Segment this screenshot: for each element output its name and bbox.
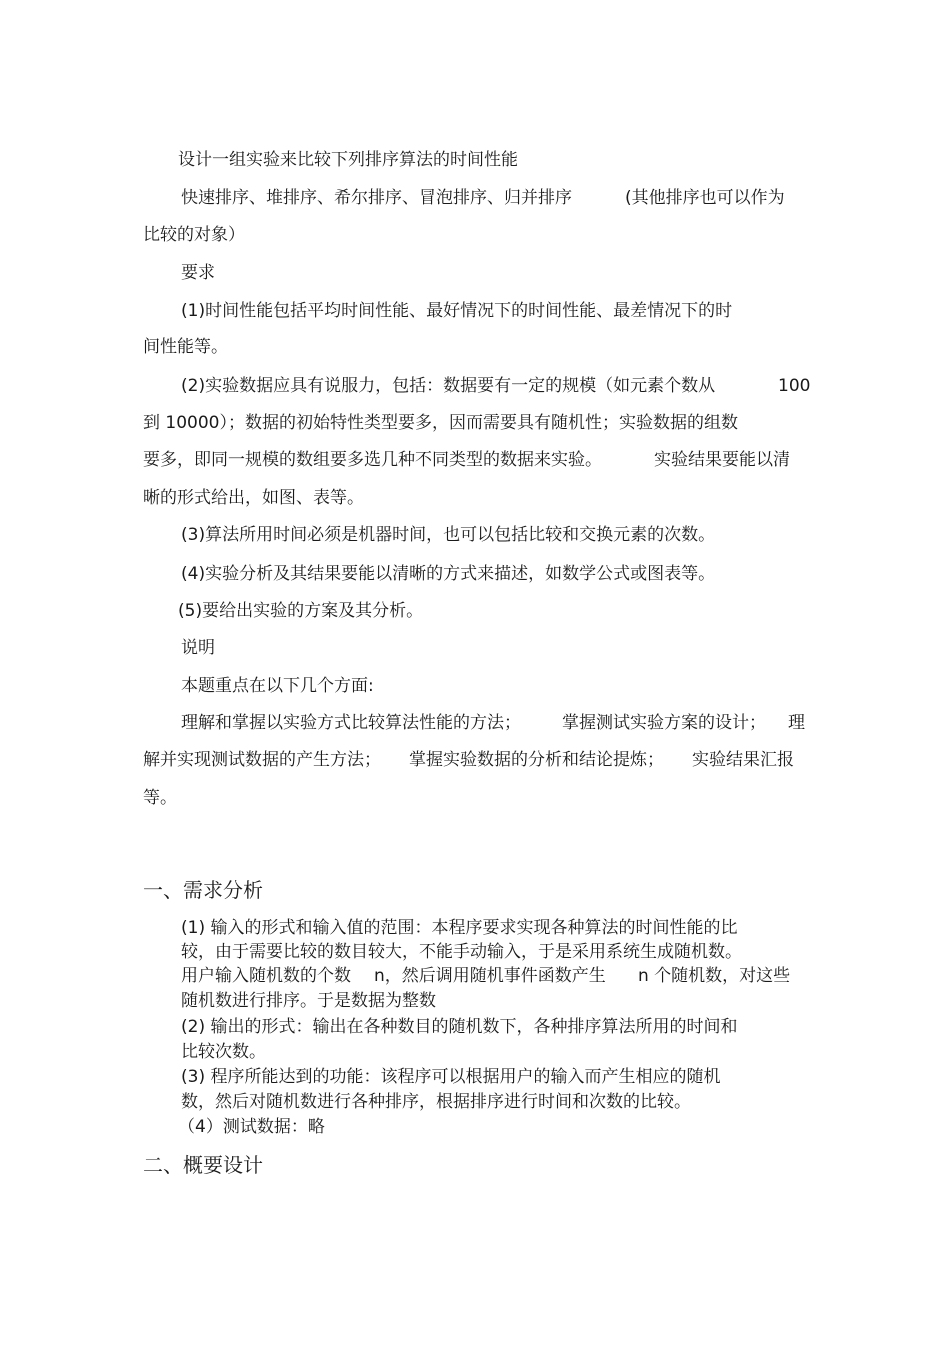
section-1-item-1-line-4: 随机数进行排序。于是数据为整数 [181,991,436,1011]
req-2-line-4: 晰的形式给出，如图、表等。 [143,488,364,508]
intro-line-2b: (其他排序也可以作为 [625,188,785,208]
req-2-line-1: (2)实验数据应具有说服力，包括：数据要有一定的规模（如元素个数从 [181,376,716,396]
section-1-item-1-line-3c: n 个随机数，对这些 [638,966,791,986]
section-1-item-2-line-1: (2) 输出的形式：输出在各种数目的随机数下，各种排序算法所用的时间和 [181,1017,738,1037]
note-line-3a: 解并实现测试数据的产生方法； [143,750,381,770]
note-line-3c: 实验结果汇报 [692,750,794,770]
req-2-line-3b: 实验结果要能以清 [654,450,790,470]
req-2-number: 100 [778,376,811,396]
intro-line-2a: 快速排序、堆排序、希尔排序、冒泡排序、归并排序 [181,188,572,208]
section-1-item-3-line-1: (3) 程序所能达到的功能：该程序可以根据用户的输入而产生相应的随机 [181,1067,721,1087]
req-5: (5)要给出实验的方案及其分析。 [178,601,424,621]
section-1-item-3-line-2: 数，然后对随机数进行各种排序，根据排序进行时间和次数的比较。 [181,1092,691,1112]
note-line-2c: 理 [788,713,805,733]
section-1-heading: 一、需求分析 [143,878,263,902]
req-1-line-1: (1)时间性能包括平均时间性能、最好情况下的时间性能、最差情况下的时 [181,301,733,321]
note-line-2a: 理解和掌握以实验方式比较算法性能的方法； [181,713,521,733]
intro-line-3: 比较的对象） [143,225,245,245]
req-2-line-2: 到 10000）；数据的初始特性类型要多，因而需要具有随机性；实验数据的组数 [143,413,738,433]
section-1-item-1-line-3b: n，然后调用随机事件函数产生 [374,966,606,986]
intro-line-1: 设计一组实验来比较下列排序算法的时间性能 [178,150,518,170]
req-4: (4)实验分析及其结果要能以清晰的方式来描述，如数学公式或图表等。 [181,564,716,584]
note-title: 说明 [181,638,215,658]
section-1-item-2-line-2: 比较次数。 [181,1042,266,1062]
section-1-item-4: （4）测试数据：略 [178,1117,325,1137]
section-1-item-1-line-3a: 用户输入随机数的个数 [181,966,351,986]
req-3: (3)算法所用时间必须是机器时间，也可以包括比较和交换元素的次数。 [181,525,716,545]
note-line-2b: 掌握测试实验方案的设计； [562,713,766,733]
section-2-heading: 二、概要设计 [143,1153,263,1177]
note-line-4: 等。 [143,788,177,808]
section-1-item-1-line-2: 较，由于需要比较的数目较大，不能手动输入，于是采用系统生成随机数。 [181,942,742,962]
note-line-1: 本题重点在以下几个方面: [181,676,374,696]
section-1-item-1-line-1: (1) 输入的形式和输入值的范围：本程序要求实现各种算法的时间性能的比 [181,918,738,938]
req-2-line-3a: 要多，即同一规模的数组要多选几种不同类型的数据来实验。 [143,450,602,470]
note-line-3b: 掌握实验数据的分析和结论提炼； [409,750,664,770]
requirements-title: 要求 [181,263,215,283]
req-1-line-2: 间性能等。 [143,337,228,357]
